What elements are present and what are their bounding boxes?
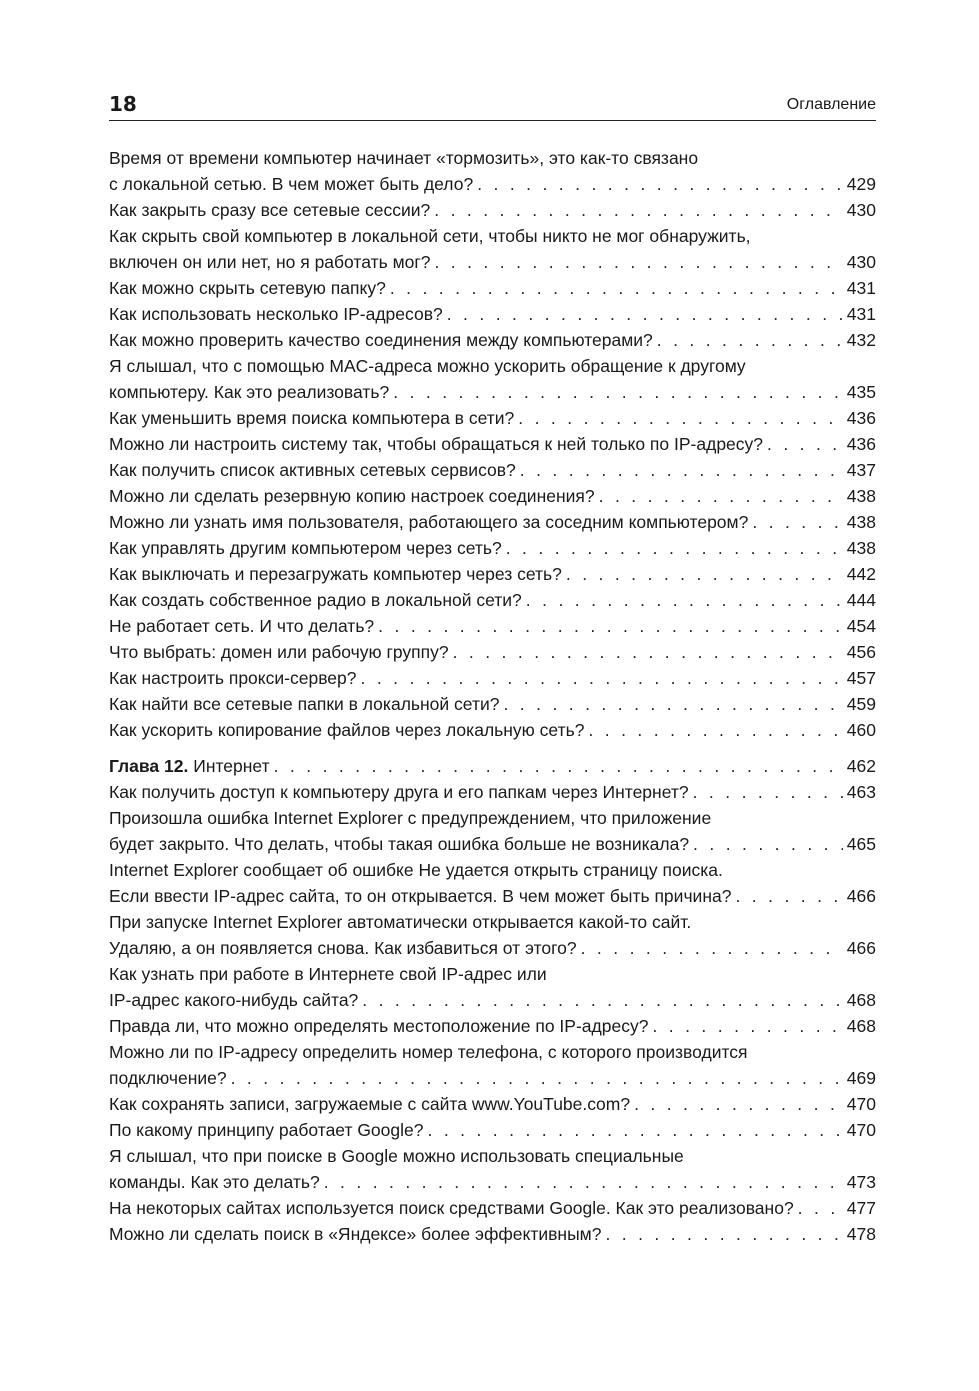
toc-entry: [109, 587, 876, 613]
toc-entry-text: [109, 431, 763, 457]
toc-entry-title: Удаляю, а он появляется снова. Как избавиться от этого?: [109, 938, 577, 958]
dot-leader: [324, 1169, 843, 1195]
toc-entry-title: Как уменьшить время поиска компьютера в сети?: [109, 408, 515, 428]
toc-entry-line: [109, 639, 876, 665]
toc-entry: [109, 909, 876, 961]
toc-page-number: 432: [846, 330, 876, 350]
toc-entry: [109, 1117, 876, 1143]
dot-leader: [274, 753, 843, 779]
toc-entry-line: [109, 753, 876, 779]
toc-entry-text: [109, 457, 516, 483]
dot-leader: [520, 457, 843, 483]
toc-entry-line: [109, 197, 876, 223]
toc-page-number: 460: [846, 720, 876, 740]
toc-entry-line: [109, 379, 876, 405]
toc-entry-title: IP-адрес какого-нибудь сайта?: [109, 990, 359, 1010]
dot-leader: [506, 535, 843, 561]
toc-entry-title: команды. Как это делать?: [109, 1172, 320, 1192]
dot-leader: [767, 431, 843, 457]
toc-entry-line: [109, 1091, 876, 1117]
dot-leader: [605, 1221, 842, 1247]
dot-leader: [752, 509, 842, 535]
toc-page-number: 459: [846, 694, 876, 714]
toc-entry-text: Время от времени компьютер начинает «тормозить», это как-то связано: [109, 148, 699, 168]
dot-leader: [362, 987, 843, 1013]
toc-entry: [109, 1091, 876, 1117]
dot-leader: [453, 639, 843, 665]
toc-entry: [109, 691, 876, 717]
toc-entry-title: Можно ли сделать поиск в «Яндексе» более эффективным?: [109, 1224, 602, 1244]
toc-entry: [109, 717, 876, 743]
toc-entry-line: [109, 1169, 876, 1195]
toc-entry-line: [109, 301, 876, 327]
toc-entry-text: [109, 935, 577, 961]
toc-page-number: 468: [846, 1016, 876, 1036]
toc-entry-text: [109, 639, 449, 665]
running-title: Оглавление: [786, 96, 876, 113]
toc-entry-line: [109, 717, 876, 743]
toc-page-number: 437: [846, 460, 876, 480]
toc-entry: [109, 275, 876, 301]
toc-entry-text: [109, 665, 357, 691]
toc-page-number: 469: [846, 1068, 876, 1088]
toc-page-number: 468: [846, 990, 876, 1010]
toc-entry: [109, 857, 876, 909]
toc-page-number: 430: [846, 200, 876, 220]
toc-entry-text: [109, 249, 430, 275]
toc-entry-title: Как получить список активных сетевых сервисов?: [109, 460, 516, 480]
toc-entry-text: При запуске Internet Explorer автоматически открывается какой-то сайт.: [109, 912, 692, 932]
toc-entry-line: [109, 1013, 876, 1039]
dot-leader: [434, 197, 843, 223]
toc-entry-text: [109, 197, 430, 223]
toc-entry-text: Как скрыть свой компьютер в локальной сети, чтобы никто не мог обнаружить,: [109, 226, 751, 246]
dot-leader: [735, 883, 842, 909]
toc-entry-text: Можно ли по IP-адресу определить номер телефона, с которого производится: [109, 1042, 748, 1062]
dot-leader: [390, 275, 843, 301]
dot-leader: [518, 405, 843, 431]
toc-page-number: 444: [846, 590, 876, 610]
toc-entry-text: [109, 691, 499, 717]
toc-entry-text: [109, 171, 473, 197]
dot-leader: [566, 561, 843, 587]
toc-page-number: 430: [846, 252, 876, 272]
toc-chapter-entry: [109, 753, 876, 779]
toc-entry: [109, 805, 876, 857]
toc-entry-title: Как настроить прокси-сервер?: [109, 668, 357, 688]
toc-entry-line: [109, 327, 876, 353]
page-number: 18: [109, 92, 137, 116]
toc-entry-title: Как ускорить копирование файлов через локальную сеть?: [109, 720, 585, 740]
toc-entry-text: [109, 1195, 794, 1221]
toc-page-number: 473: [846, 1172, 876, 1192]
dot-leader: [588, 717, 842, 743]
toc-entry-text: [109, 379, 389, 405]
toc-entry-line: [109, 665, 876, 691]
toc-entry-line: [109, 249, 876, 275]
toc-entry: [109, 145, 876, 197]
toc-page-number: 431: [846, 304, 876, 324]
toc-entry-title: с локальной сетью. В чем может быть дело?: [109, 174, 474, 194]
toc-entry-line: [109, 171, 876, 197]
toc-entry-text: [109, 1169, 320, 1195]
toc-entry-text: [109, 1117, 424, 1143]
dot-leader: [652, 1013, 842, 1039]
toc-entry-title: Если ввести IP-адрес сайта, то он открывается. В чем может быть причина?: [109, 886, 732, 906]
toc-entry-text: [109, 509, 748, 535]
toc-entry-title: Правда ли, что можно определять местоположение по IP-адресу?: [109, 1016, 649, 1036]
toc-entry-title: Можно ли сделать резервную копию настроек соединения?: [109, 486, 595, 506]
toc-page-number: 438: [846, 512, 876, 532]
toc-entry-title: Не работает сеть. И что делать?: [109, 616, 375, 636]
dot-leader: [393, 379, 843, 405]
toc-entry: [109, 197, 876, 223]
toc-page-number: 438: [846, 486, 876, 506]
dot-leader: [693, 831, 843, 857]
toc-entry: [109, 561, 876, 587]
toc-entry-line: [109, 509, 876, 535]
toc-entry-line: [109, 561, 876, 587]
toc-entry-text: [109, 535, 502, 561]
dot-leader: [434, 249, 842, 275]
toc-entry-title: будет закрыто. Что делать, чтобы такая ошибка больше не возникала?: [109, 834, 690, 854]
toc-entry-line: [109, 779, 876, 805]
toc-entry-title: Можно ли настроить систему так, чтобы обращаться к ней только по IP-адресу?: [109, 434, 764, 454]
toc-page-number: 442: [846, 564, 876, 584]
toc-entry-text: [109, 1091, 630, 1117]
toc-entry-line: [109, 1065, 876, 1091]
toc-entry-line: [109, 883, 876, 909]
toc-entry-title: подключение?: [109, 1068, 227, 1088]
toc-entry-text: [109, 301, 443, 327]
dot-leader: [634, 1091, 843, 1117]
toc-entry-text: [109, 613, 374, 639]
toc-entry-line: [109, 935, 876, 961]
toc-entry-line: [109, 1117, 876, 1143]
toc-entry-title: Можно ли узнать имя пользователя, работающего за соседним компьютером?: [109, 512, 749, 532]
toc-entry-line: [109, 613, 876, 639]
toc-entry-text: [109, 831, 689, 857]
toc-page-number: 470: [846, 1094, 876, 1114]
toc-entry-text: [109, 327, 653, 353]
running-header: [109, 90, 876, 121]
toc-entry-title: Как управлять другим компьютером через сеть?: [109, 538, 502, 558]
toc-entry-text: [109, 405, 514, 431]
dot-leader: [361, 665, 843, 691]
toc-entry: [109, 301, 876, 327]
toc-entry: [109, 639, 876, 665]
toc-entry-text: Я слышал, что при поиске в Google можно использовать специальные: [109, 1146, 684, 1166]
toc-page-number: 436: [846, 434, 876, 454]
toc-page-number: 454: [846, 616, 876, 636]
toc-entry: [109, 405, 876, 431]
toc-entry: [109, 779, 876, 805]
toc-entry: [109, 457, 876, 483]
dot-leader: [798, 1195, 843, 1221]
toc-page-number: 465: [846, 834, 876, 854]
toc-entry-text: [109, 483, 595, 509]
toc-entry-text: [109, 1013, 648, 1039]
table-of-contents: [109, 145, 876, 1247]
toc-entry-title: Как можно проверить качество соединения между компьютерами?: [109, 330, 653, 350]
toc-page-number: 462: [846, 756, 876, 776]
toc-page-number: 477: [846, 1198, 876, 1218]
toc-entry: [109, 431, 876, 457]
toc-entry-title: Как получить доступ к компьютеру друга и его папкам через Интернет?: [109, 782, 689, 802]
toc-entry: [109, 1221, 876, 1247]
dot-leader: [693, 779, 843, 805]
toc-entry-text: [109, 987, 358, 1013]
toc-entry: [109, 1013, 876, 1039]
toc-entry-title: На некоторых сайтах используется поиск средствами Google. Как это реализовано?: [109, 1198, 794, 1218]
toc-entry-line: [109, 275, 876, 301]
toc-entry-text: Internet Explorer сообщает об ошибке Не удается открыть страницу поиска.: [109, 860, 723, 880]
toc-entry: [109, 1039, 876, 1091]
toc-page-number: 478: [846, 1224, 876, 1244]
toc-entry-title: Интернет: [193, 756, 270, 776]
toc-entry-title: Как выключать и перезагружать компьютер через сеть?: [109, 564, 562, 584]
toc-entry-line: [109, 1221, 876, 1247]
toc-entry-text: [109, 1065, 227, 1091]
toc-page-number: 438: [846, 538, 876, 558]
toc-entry-text: [109, 561, 562, 587]
toc-entry: [109, 353, 876, 405]
dot-leader: [599, 483, 843, 509]
toc-entry-title: Что выбрать: домен или рабочую группу?: [109, 642, 449, 662]
toc-entry-line: [109, 431, 876, 457]
toc-entry-title: Как создать собственное радио в локальной сети?: [109, 590, 522, 610]
dot-leader: [657, 327, 843, 353]
toc-entry-text: Как узнать при работе в Интернете свой IP-адрес или: [109, 964, 547, 984]
chapter-label: Глава 12.: [109, 756, 189, 776]
toc-entry-text: [109, 275, 386, 301]
toc-page-number: 463: [846, 782, 876, 802]
toc-entry-text: Произошла ошибка Internet Explorer с предупреждением, что приложение: [109, 808, 712, 828]
toc-entry-text: [109, 753, 270, 779]
toc-entry: [109, 665, 876, 691]
toc-entry-title: Как использовать несколько IP-адресов?: [109, 304, 443, 324]
toc-entry-line: [109, 535, 876, 561]
toc-entry-line: [109, 987, 876, 1013]
toc-entry: [109, 613, 876, 639]
toc-page-number: 470: [846, 1120, 876, 1140]
toc-entry-line: [109, 587, 876, 613]
toc-entry: [109, 535, 876, 561]
toc-entry: [109, 223, 876, 275]
dot-leader: [581, 935, 843, 961]
toc-entry-text: [109, 587, 522, 613]
toc-entry: [109, 327, 876, 353]
toc-entry-line: [109, 405, 876, 431]
toc-page-number: 435: [846, 382, 876, 402]
toc-page-number: 429: [846, 174, 876, 194]
toc-entry-title: По какому принципу работает Google?: [109, 1120, 424, 1140]
dot-leader: [477, 171, 843, 197]
toc-entry-text: [109, 883, 731, 909]
toc-entry: [109, 961, 876, 1013]
dot-leader: [503, 691, 842, 717]
toc-entry-line: [109, 691, 876, 717]
toc-page-number: 436: [846, 408, 876, 428]
toc-entry: [109, 1143, 876, 1195]
dot-leader: [378, 613, 843, 639]
toc-entry: [109, 483, 876, 509]
toc-entry-text: Я слышал, что с помощью MAC-адреса можно ускорить обращение к другому: [109, 356, 746, 376]
toc-page-number: 466: [846, 938, 876, 958]
toc-entry-text: [109, 717, 584, 743]
toc-entry-title: Как можно скрыть сетевую папку?: [109, 278, 386, 298]
toc-page-number: 456: [846, 642, 876, 662]
toc-entry-line: [109, 831, 876, 857]
toc-entry: [109, 509, 876, 535]
toc-entry-title: Как закрыть сразу все сетевые сессии?: [109, 200, 431, 220]
toc-entry-line: [109, 1195, 876, 1221]
toc-entry: [109, 1195, 876, 1221]
dot-leader: [526, 587, 843, 613]
dot-leader: [231, 1065, 843, 1091]
dot-leader: [447, 301, 843, 327]
toc-entry-line: [109, 457, 876, 483]
dot-leader: [428, 1117, 843, 1143]
toc-entry-title: Как сохранять записи, загружаемые с сайта www.YouTube.com?: [109, 1094, 631, 1114]
toc-page-number: 431: [846, 278, 876, 298]
toc-entry-title: компьютеру. Как это реализовать?: [109, 382, 390, 402]
toc-page-number: 466: [846, 886, 876, 906]
toc-entry-text: [109, 779, 689, 805]
toc-page-number: 457: [846, 668, 876, 688]
toc-entry-title: включен он или нет, но я работать мог?: [109, 252, 431, 272]
toc-entry-text: [109, 1221, 601, 1247]
toc-entry-title: Как найти все сетевые папки в локальной сети?: [109, 694, 500, 714]
toc-entry-line: [109, 483, 876, 509]
